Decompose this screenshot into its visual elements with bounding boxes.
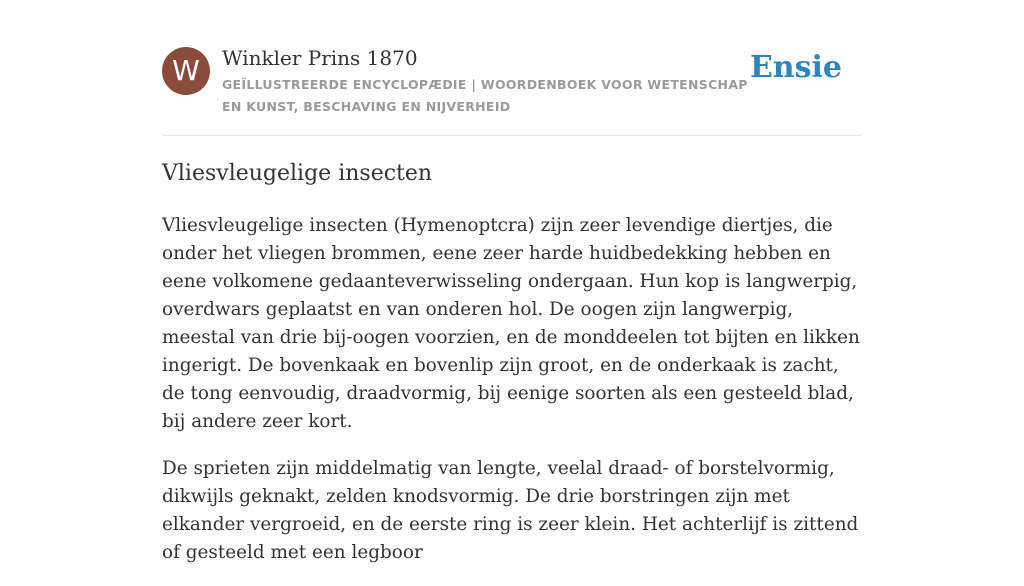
article-paragraph-2: De sprieten zijn middelmatig van lengte, veelal draad- of borstelvormig, dikwijls geknakt, zelden knodsvormig. De drie borstringen zijn met elkander vergroeid, en de eerste ring is zeer klein. Het achterlijf is zittend of gesteeld met een legboor — [162, 458, 859, 563]
source-title[interactable]: Winkler Prins 1870 — [222, 46, 418, 70]
article-title: Vliesvleugelige insecten — [162, 161, 433, 186]
source-avatar[interactable]: W — [162, 47, 210, 95]
source-header — [162, 44, 862, 136]
header-divider — [162, 135, 862, 136]
source-subtitle: GEÏLLUSTREERDE ENCYCLOPÆDIE | WOORDENBOEK VOOR WETENSCHAP EN KUNST, BESCHAVING EN NIJVERHEID — [222, 77, 748, 114]
article — [162, 156, 862, 586]
ensie-logo-link[interactable]: Ensie — [749, 50, 842, 85]
article-paragraph-1: Vliesvleugelige insecten (Hymenoptcra) zijn zeer levendige diertjes, die onder het vliegen brommen, eene zeer harde huidbedekking hebben en eene volkomene gedaanteverwisseling ondergaan. Hun kop is langwerpig, overdwars geplaatst en van onderen hol. De oogen zijn langwerpig, meestal van drie bij-oogen voorzien, en de monddeelen tot bijten en likken ingerigt. De bovenkaak en bovenlip zijn groot, en de onderkaak is zacht, de tong eenvoudig, draadvormig, bij eenige soorten als een gesteeld blad, bij andere zeer kort. — [162, 215, 860, 432]
